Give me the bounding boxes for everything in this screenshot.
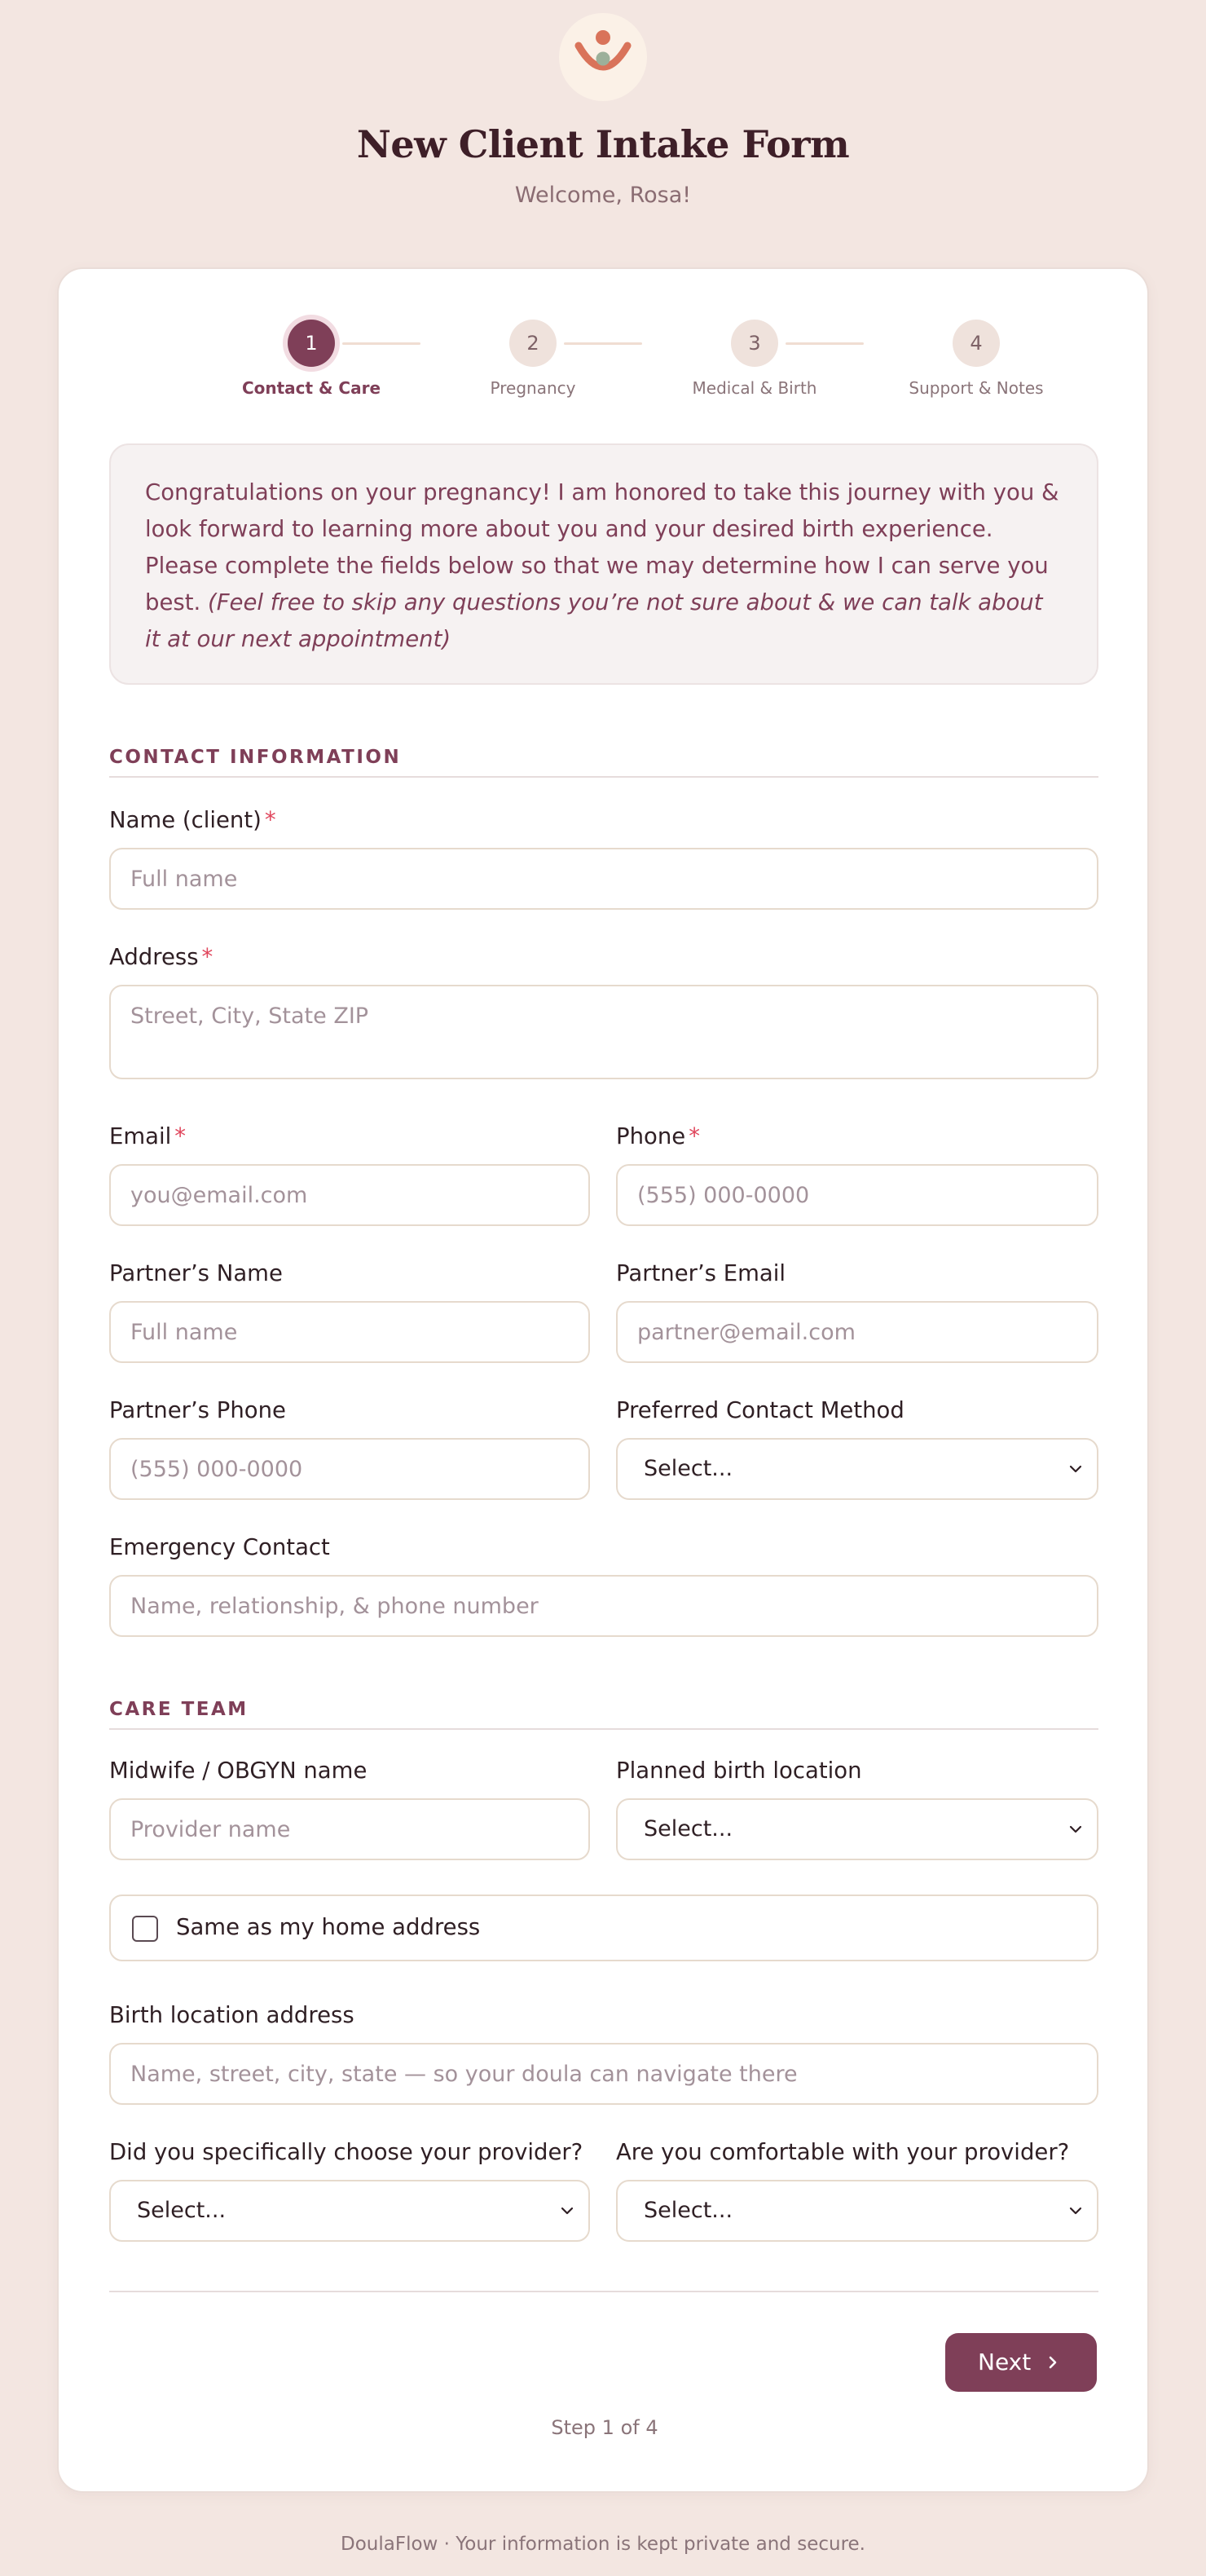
chevron-down-icon [557,2201,577,2221]
next-button[interactable] [945,2333,1097,2392]
step-number: 2 [509,320,557,367]
welcome-message: Welcome, Rosa! [514,183,692,208]
partner-name-input[interactable] [109,1301,590,1363]
step-support-notes[interactable] [878,320,1074,398]
divider [109,2291,1098,2292]
phone-input[interactable] [616,1164,1098,1226]
step-label: Pregnancy [490,378,576,398]
same-address-checkbox-row[interactable] [109,1895,1098,1961]
step-number: 4 [953,320,1000,367]
section-title-care-team: CARE TEAM [109,1699,1098,1730]
select-value: Select... [644,1456,733,1481]
page-title: New Client Intake Form [356,122,850,166]
comfortable-select[interactable] [616,2180,1098,2242]
birth-address-input[interactable] [109,2043,1098,2105]
chose-provider-label: Did you specifically choose your provider? [109,2139,583,2165]
step-contact-care[interactable] [213,320,409,398]
step-label: Support & Notes [909,378,1044,398]
form-card [57,267,1149,2493]
contact-method-label: Preferred Contact Method [616,1397,904,1423]
emergency-contact-input[interactable] [109,1575,1098,1637]
section-title-contact: CONTACT INFORMATION [109,747,1098,778]
step-medical-birth[interactable] [657,320,852,398]
step-count: Step 1 of 4 [551,2416,658,2439]
comfortable-label: Are you comfortable with your provider? [616,2139,1070,2165]
email-input[interactable] [109,1164,590,1226]
step-pregnancy[interactable] [435,320,631,398]
name-input[interactable] [109,848,1098,910]
step-number: 3 [731,320,778,367]
provider-input[interactable] [109,1798,590,1860]
email-label: Email * [109,1123,187,1149]
step-connector [786,342,864,345]
name-label: Name (client) * [109,807,276,833]
required-mark: * [201,944,213,970]
next-button-label: Next [978,2349,1032,2375]
logo [559,13,647,101]
contact-method-select[interactable] [616,1438,1098,1500]
partner-email-label: Partner’s Email [616,1260,786,1286]
same-address-label: Same as my home address [176,1914,481,1940]
step-label: Medical & Birth [692,378,817,398]
address-label: Address * [109,944,213,970]
emergency-contact-label: Emergency Contact [109,1534,330,1560]
step-number: 1 [288,320,335,367]
chevron-down-icon [1066,2201,1085,2221]
partner-phone-label: Partner’s Phone [109,1397,286,1423]
phone-label: Phone * [616,1123,700,1149]
partner-name-label: Partner’s Name [109,1260,283,1286]
chevron-down-icon [1066,1459,1085,1479]
partner-phone-input[interactable] [109,1438,590,1500]
birth-location-select[interactable] [616,1798,1098,1860]
birth-address-label: Birth location address [109,2002,354,2028]
birth-location-label: Planned birth location [616,1758,862,1784]
chevron-right-icon [1043,2353,1063,2372]
footer-text: DoulaFlow · Your information is kept private and secure. [341,2534,865,2555]
address-input[interactable] [109,985,1098,1079]
person-arms-raised-icon [559,13,647,101]
chose-provider-select[interactable] [109,2180,590,2242]
partner-email-input[interactable] [616,1301,1098,1363]
intro-message [109,443,1098,685]
intro-italic-text: (Feel free to skip any questions you’re not sure about & we can talk about it at our next appointment) [145,589,1043,652]
provider-label: Midwife / OBGYN name [109,1758,368,1784]
step-connector [564,342,642,345]
select-value: Select... [137,2198,227,2223]
chevron-down-icon [1066,1820,1085,1839]
intro-text: Congratulations on your pregnancy! I am honored to take this journey with you & look forward to learning more about you and your desired birth experience. Please complete the fields below so that we may determine how I can serve you best. [145,479,1059,615]
same-address-checkbox[interactable] [132,1916,158,1942]
step-label: Contact & Care [241,378,381,398]
required-mark: * [689,1123,700,1149]
step-connector [342,342,420,345]
required-mark: * [174,1123,187,1149]
required-mark: * [264,807,276,833]
select-value: Select... [644,1816,733,1842]
select-value: Select... [644,2198,733,2223]
